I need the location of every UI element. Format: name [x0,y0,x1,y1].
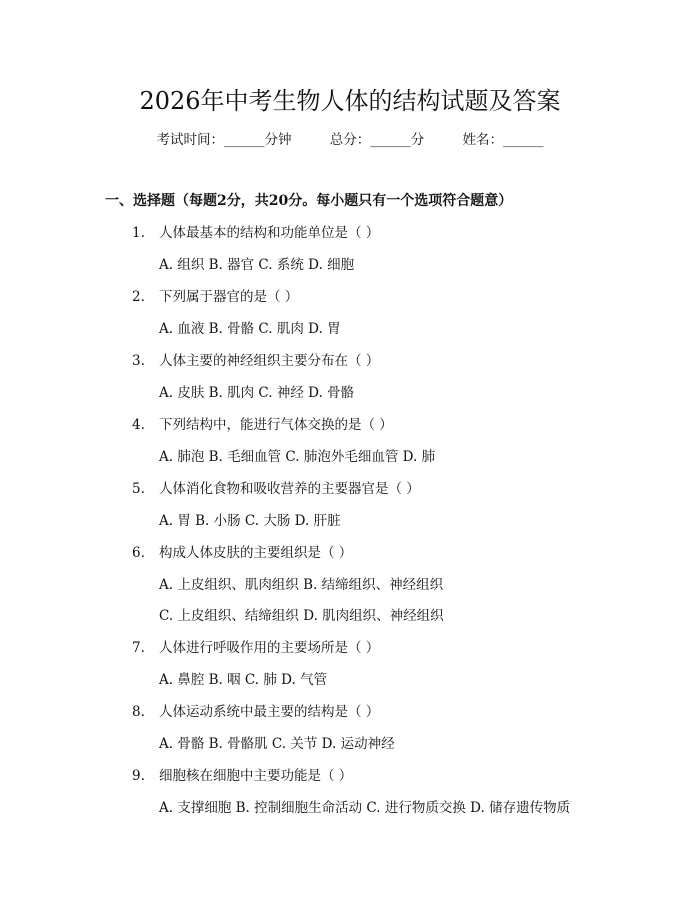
question-text: 人体运动系统中最主要的结构是（ ） [159,704,380,720]
question-5 [132,479,420,499]
exam-info [0,130,700,150]
question-8 [132,702,379,722]
question-1 [132,223,379,243]
question-text: 人体主要的神经组织主要分布在（ ） [159,353,380,369]
question-4-options: A. 肺泡 B. 毛细血管 C. 肺泡外毛细血管 D. 肺 [159,449,436,465]
question-6 [132,543,352,563]
question-text: 构成人体皮肤的主要组织是（ ） [159,545,353,561]
question-9-options: A. 支撑细胞 B. 控制细胞生命活动 C. 进行物质交换 D. 储存遗传物质 [159,800,571,816]
question-number: 2. [132,289,145,305]
question-text: 下列属于器官的是（ ） [159,289,299,305]
question-number: 9. [132,768,145,784]
question-1-options: A. 组织 B. 器官 C. 系统 D. 细胞 [159,257,355,273]
question-2-options: A. 血液 B. 骨骼 C. 肌肉 D. 胃 [159,321,341,337]
question-4 [132,415,393,435]
question-number: 8. [132,704,145,720]
question-number: 6. [132,545,145,561]
question-7-options: A. 鼻腔 B. 咽 C. 肺 D. 气管 [159,672,328,688]
question-number: 1. [132,225,145,241]
section-header: 一、选择题（每题2分，共20分。每小题只有一个选项符合题意） [105,193,513,209]
total-score-field: 总分：______分 [329,132,425,148]
exam-time-field: 考试时间：______分钟 [156,132,292,148]
question-6-options-line-2: C. 上皮组织、结缔组织 D. 肌肉组织、神经组织 [159,608,444,624]
question-6-options-line-1: A. 上皮组织、肌肉组织 B. 结缔组织、神经组织 [159,577,444,593]
question-text: 人体最基本的结构和功能单位是（ ） [159,225,380,241]
page-title: 2026年中考生物人体的结构试题及答案 [139,87,561,115]
question-number: 5. [132,481,145,497]
question-8-options: A. 骨骼 B. 骨骼肌 C. 关节 D. 运动神经 [159,736,395,752]
question-3-options: A. 皮肤 B. 肌肉 C. 神经 D. 骨骼 [159,385,355,401]
student-name-field: 姓名：______ [462,132,544,148]
question-7 [132,638,379,658]
question-number: 7. [132,640,145,656]
question-number: 4. [132,417,145,433]
question-2 [132,287,298,307]
question-9 [132,766,352,786]
question-5-options: A. 胃 B. 小肠 C. 大肠 D. 肝脏 [159,513,341,529]
question-text: 人体消化食物和吸收营养的主要器官是（ ） [159,481,420,497]
question-text: 下列结构中，能进行气体交换的是（ ） [159,417,393,433]
question-text: 细胞核在细胞中主要功能是（ ） [159,768,353,784]
question-number: 3. [132,353,145,369]
question-3 [132,351,379,371]
question-text: 人体进行呼吸作用的主要场所是（ ） [159,640,380,656]
